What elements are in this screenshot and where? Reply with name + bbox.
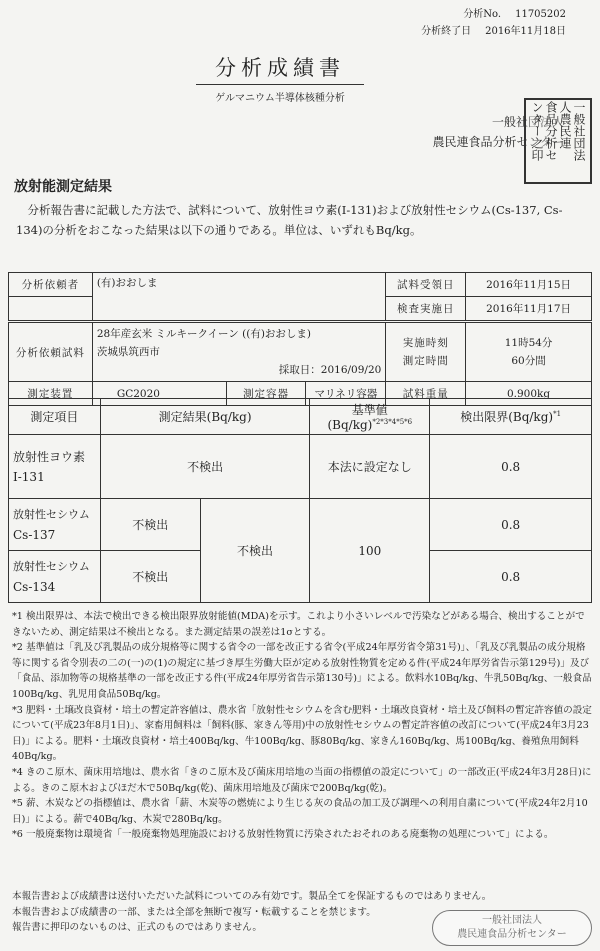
cs137-limit: 0.8 [430, 499, 592, 551]
cs137-code: Cs-137 [13, 527, 56, 542]
official-seal [524, 98, 592, 184]
received-label: 試料受領日 [386, 273, 466, 297]
time-labels [386, 322, 466, 382]
header-standard [310, 399, 430, 435]
weight-label: 試料重量 [386, 382, 466, 406]
results-table [8, 398, 592, 603]
client-label: 分析依頼者 [9, 273, 93, 297]
analysis-no-value: 11705202 [515, 9, 566, 20]
header-limit-note: *1 [553, 410, 562, 418]
cs-standard: 100 [310, 499, 430, 603]
disclaimer-line: 報告書に押印のないものは、正式のものではありません。 [12, 922, 263, 934]
footnote: *3 肥料・土壌改良資材・培土の暫定許容値は、農水省「放射性セシウムを含む肥料・土壌改良資材・培土及び飼料の暫定許容値の設定について(平成23年8月1日)」、家畜用飼料は「飼料(豚、家きん等用)中の放射性セシウムの暫定許容値の改訂について(平成24年3月23日)」による。肥料・土壌改良資材・培土400Bq/kg、牛100Bq/kg、豚80Bq/kg、家きん160Bq/kg、馬100Bq/kg、養殖魚用飼料40Bq/kg。 [12, 704, 592, 763]
section-title: 放射能測定結果 [14, 179, 112, 195]
header-result: 測定結果(Bq/kg) [100, 399, 310, 435]
intro-text: 分析報告書に記載した方法で、試料について、放射性ヨウ素(I-131)および放射性セシウム(Cs-137, Cs-134)の分析をおこなった結果は以下の通りである。単位は、いずれもBq/kg。 [16, 203, 563, 237]
sample-info-table [8, 272, 592, 406]
footnote: *2 基準値は「乳及び乳製品の成分規格等に関する省令の一部を改正する省令(平成24年厚労省令第31号)」、「乳及び乳製品の成分規格等に関する省令別表の二の(一)の(1)の規定に基づき厚生労働大臣が定める放射性物質を定める件(平成24年厚労省告示第129号)」及び「食品、添加物等の規格基準の一部を改正する件(平成24年厚労省告示第130号)」による。飲料水10Bq/kg、牛乳50Bq/kg、一般食品100Bq/kg、乳児用食品50Bq/kg。 [12, 642, 592, 700]
weight-value: 0.900kg [466, 382, 592, 406]
header-item: 測定項目 [9, 399, 101, 435]
i131-standard: 本法に設定なし [310, 435, 430, 499]
device-label: 測定装置 [9, 382, 93, 406]
cs134-code: Cs-134 [13, 579, 56, 594]
org-line2: 農民連食品分析センター [432, 135, 564, 149]
title-block [196, 52, 364, 104]
cs137-name-cell [9, 499, 101, 551]
stamp-line2: 農民連食品分析センター [457, 929, 567, 940]
i131-result: 不検出 [100, 435, 310, 499]
footnote: *6 一般廃棄物は環境省「一般廃棄物処理施設における放射性物質に汚染されたおそれのある廃棄物の処理について」による。 [12, 829, 554, 841]
sample-value [92, 322, 385, 382]
header-limit-text: 検出限界(Bq/kg) [460, 410, 554, 424]
stamp-line1: 一般社団法人 [482, 915, 542, 926]
client-spacer [9, 297, 93, 322]
footnotes [12, 609, 592, 843]
cs134-name-cell [9, 551, 101, 603]
analysis-end-label: 分析終了日 [421, 26, 472, 37]
i131-code: I-131 [13, 469, 45, 484]
duration-label: 測定時間 [402, 355, 449, 367]
time-label: 実施時刻 [402, 337, 449, 349]
sample-label: 分析依頼試料 [9, 322, 93, 382]
cs137-result: 不検出 [100, 499, 200, 551]
time-values [466, 322, 592, 382]
disclaimer-line: 本報告書および成績書の一部、または全部を無断で複写・転載することを禁じます。 [12, 906, 376, 918]
test-date-value: 2016年11月17日 [466, 297, 592, 322]
container-value: マリネリ容器 [306, 382, 386, 406]
test-date-label: 検査実施日 [386, 297, 466, 322]
seal-col: ンター之印 [530, 101, 544, 161]
center-stamp [432, 910, 592, 946]
report-header [421, 6, 566, 40]
disclaimer-line: 本報告書および成績書は送付いただいた試料についてのみ有効です。製品全てを保証するものではありません。 [12, 891, 492, 902]
sample-line2: 茨城県筑西市 [96, 346, 160, 358]
cs134-result: 不検出 [100, 551, 200, 603]
header-standard-notes: *2*3*4*5*6 [372, 418, 413, 426]
i131-name: 放射性ヨウ素 [13, 449, 86, 464]
container-label: 測定容器 [226, 382, 306, 406]
cs134-limit: 0.8 [430, 551, 592, 603]
intro-paragraph [16, 200, 584, 240]
i131-name-cell [9, 435, 101, 499]
footnote: *1 検出限界は、本法で検出できる検出限界放射能値(MDA)を示す。これより小さいレベルで汚染などがある場合、検出することができないため、測定結果は不検出となる。また測定結果の誤差は1σとする。 [12, 611, 585, 638]
sample-line1: 28年産玄米 ミルキークイーン ((有)おおしま) [96, 328, 312, 340]
page-subtitle: ゲルマニウム半導体核種分析 [215, 93, 345, 104]
sample-date: 採取日：2016/09/20 [278, 364, 382, 376]
duration-value: 60分間 [511, 355, 546, 367]
header-limit [430, 399, 592, 435]
seal-col: 一般社団法 [572, 101, 586, 161]
seal-col: 食品分析セ [544, 101, 558, 161]
received-value: 2016年11月15日 [466, 273, 592, 297]
i131-limit: 0.8 [430, 435, 592, 499]
client-value: (有)おおしま [92, 273, 385, 322]
page-title: 分析成績書 [196, 52, 364, 85]
footnote: *4 きのこ原木、菌床用培地は、農水省「きのこ原木及び菌床用培地の当面の指標値の設定について」の一部改正(平成24年3月28日)による。きのこ原木およびほだ木で50Bq/kg(乾)、菌床用培地及び菌床で200Bq/kg(乾)。 [12, 766, 592, 794]
seal-col: 人農民連 [558, 101, 572, 149]
header-standard-text: 基準値(Bq/kg) [327, 403, 388, 432]
cs137-name: 放射性セシウム [13, 507, 90, 521]
analysis-no-label: 分析No. [463, 9, 502, 20]
device-value: GC2020 [92, 382, 226, 406]
footnote: *5 薪、木炭などの指標値は、農水省「薪、木炭等の燃焼により生じる灰の食品の加工及び調理への利用自粛について(平成24年2月10日)」による。薪で40Bq/kg、木炭で280Bq/kg。 [12, 798, 588, 825]
time-value: 11時54分 [504, 337, 553, 349]
org-line1: 一般社団法人 [491, 115, 564, 129]
cs134-name: 放射性セシウム [13, 559, 90, 573]
cs-total-result: 不検出 [200, 499, 310, 603]
analysis-end-value: 2016年11月18日 [485, 26, 566, 37]
